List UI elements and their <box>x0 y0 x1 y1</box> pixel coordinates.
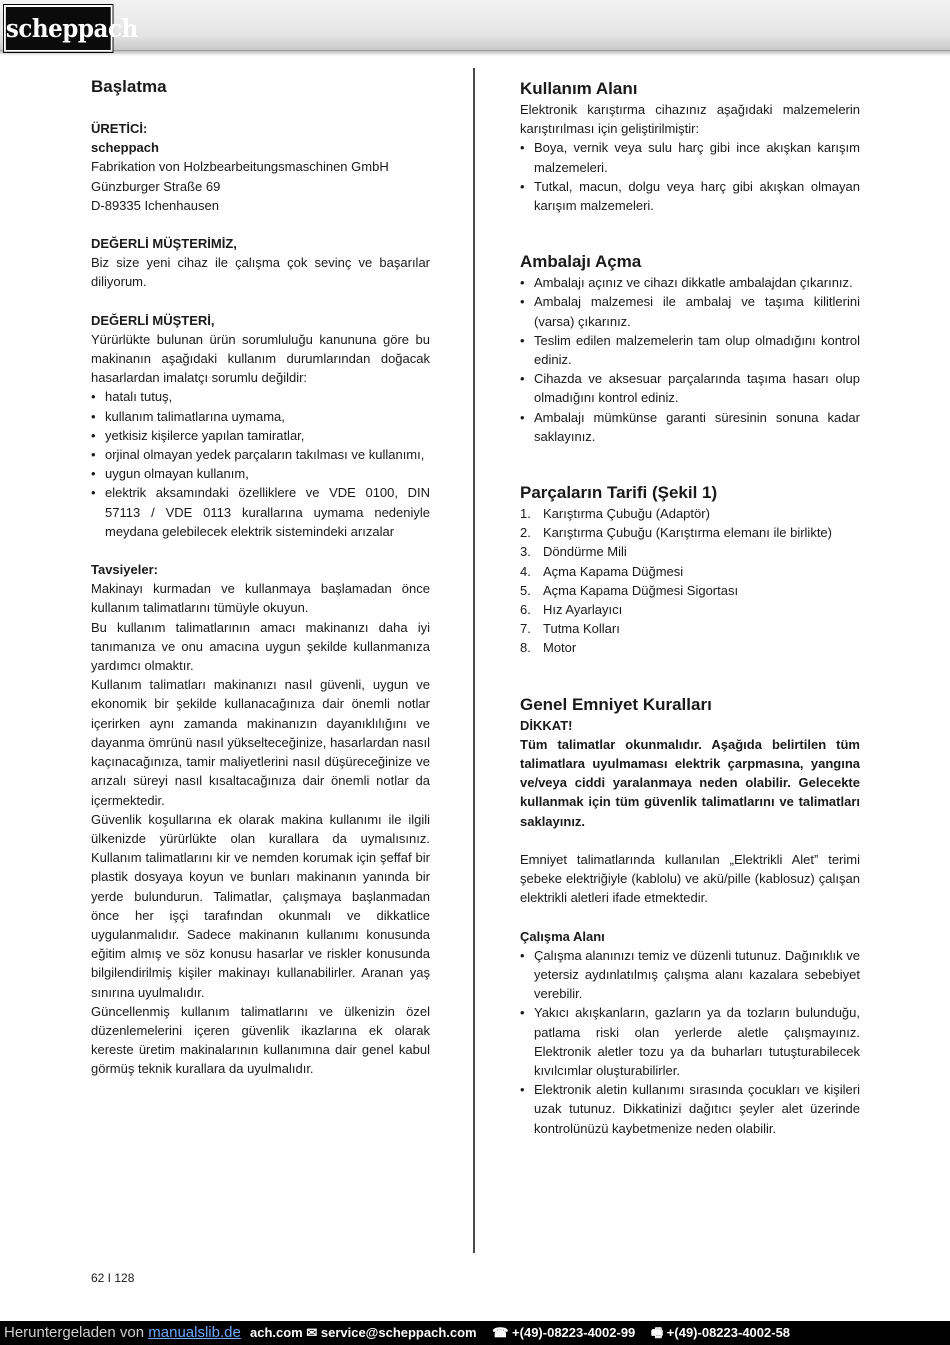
footer-downloaded: Heruntergeladen von manualslib.de <box>4 1324 241 1341</box>
work-area-heading: Çalışma Alanı <box>520 928 605 944</box>
list-item: • Boya, vernik veya sulu harç gibi ince akışkan karışım malzemeleri. <box>520 138 860 176</box>
usage-intro: Elektronik karıştırma cihazınız aşağıdaki malzemelerin karıştırılması için geliştirilmiştir: <box>520 102 860 137</box>
advice-paragraph: Kullanım talimatları makinanızı nasıl güvenli, uygun ve ekonomik bir şekilde kullanacağınıza dair önemli notlar içerirken aynı zamanda makinanızın dayanıklılığını ve dayanma ömrünü nasıl yükselteceğinize, hasarlardan nasıl kaçınacağınıza, tamir maliyetlerini nasıl düşüreceğinize ve arızalı süreyi nasıl kısaltacağınıza dair önemli notlar da içermektedir. <box>91 677 430 808</box>
manualslib-link[interactable]: manualslib.de <box>148 1324 241 1341</box>
list-item: • Ambalajı mümkünse garanti süresinin sonuna kadar saklayınız. <box>520 408 860 446</box>
section-title-unpack: Ambalajı Açma <box>520 252 642 272</box>
parts-item: 8. Motor <box>520 640 577 656</box>
column-divider <box>473 68 475 1253</box>
list-item: • Tutkal, macun, dolgu veya harç gibi akışkan olmayan karışım malzemeleri. <box>520 177 860 215</box>
list-item: • Teslim edilen malzemelerin tam olup olmadığını kontrol ediniz. <box>520 331 860 369</box>
safety-text: Emniyet talimatlarında kullanılan „Elektrikli Alet” terimi şebeke elektriğiyle (kablolu) ve akü/pille (kablosuz) çalışan elektrikli aletleri ifade etmektedir. <box>520 851 860 906</box>
customers-text: Biz size yeni cihaz ile çalışma çok sevinç ve başarılar diliyorum. <box>91 255 430 290</box>
parts-item: 2. Karıştırma Çubuğu (Karıştırma elemanı ile birlikte) <box>520 525 832 541</box>
advice-paragraph: Güvenlik koşullarına ek olarak makina kullanımı ile ilgili ülkenizde yürürlükte olan kurallara da uymalısınız. Kullanım talimatlarını kir ve nemden korumak için şeffaf bir plastik dosyaya koyun ve bunları makinanın yanında bir yerde bulundurun. Talimatlar, çalışmaya başlanmadan önce her işçi tarafından okunmalı ve dikkatlice uygulanmalıdır. Sadece makinanın kullanımı konusunda eğitim almış ve söz konusu hasarlar ve riskler konusunda bilgilendirilmiş kişiler makinayı kullanabilirler. Aranan yaş sınırına uyulmalıdır. <box>91 811 430 1000</box>
safety-warning: Tüm talimatlar okunmalıdır. Aşağıda belirtilen tüm talimatlara uyulmaması elektrik çarpmasına, yangına ve/veya ciddi yaralanmaya neden olabilir. Gelecekte kullanmak için tüm güvenlik talimatlarını ve talimatları saklayınız. <box>520 736 860 829</box>
manufacturer-company: Fabrikation von Holzbearbeitungsmaschinen GmbH <box>91 159 389 175</box>
usage-list <box>520 138 860 215</box>
right-column <box>520 78 860 1138</box>
list-item: • Elektronik aletin kullanımı sırasında çocukları ve kişileri uzak tutunuz. Dikkatinizi dağıtıcı şeyler alet üzerinde kontrolünüzü kaybetmenize neden olabilir. <box>520 1080 860 1138</box>
list-item: • elektrik aksamındaki özelliklere ve VDE 0100, DIN 57113 / VDE 0113 kurallarına uymama nedeniyle meydana gelebilecek elektrik sistemindeki arızalar <box>91 483 430 541</box>
list-item: • hatalı tutuş, <box>91 387 430 406</box>
manufacturer-label: ÜRETİCİ: <box>91 121 148 136</box>
advice-paragraph: Makinayı kurmadan ve kullanmaya başlamadan önce kullanım talimatlarını tümüyle okuyun. <box>91 581 430 616</box>
manufacturer-street: Günzburger Straße 69 <box>91 178 221 194</box>
download-footer <box>0 1321 950 1345</box>
section-title-usage: Kullanım Alanı <box>520 79 638 98</box>
liability-text: Yürürlükte bulunan ürün sorumluluğu kanununa göre bu makinanın aşağıdaki kullanım durumlarından doğacak hasarlardan imalatçı sorumlu değildir: <box>91 331 430 386</box>
manufacturer-city: D-89335 Ichenhausen <box>91 197 219 213</box>
footer-email: ach.com ✉ service@scheppach.com <box>250 1325 477 1340</box>
page-number: 62 I 128 <box>91 1271 135 1285</box>
parts-item: 1. Karıştırma Çubuğu (Adaptör) <box>520 506 710 522</box>
footer-phone: ☎ +(49)-08223-4002-99 <box>492 1325 636 1340</box>
parts-item: 4. Açma Kapama Düğmesi <box>520 563 684 579</box>
footer-contact <box>250 1321 802 1345</box>
advice-paragraph: Bu kullanım talimatlarının amacı makinanızı daha iyi tanımanıza ve onu amacına uygun şekilde kullanmanıza yardımcı olmaktır. <box>91 619 430 674</box>
left-column <box>91 76 430 1079</box>
section-title-parts: Parçaların Tarifi (Şekil 1) <box>520 483 718 503</box>
customers-heading: DEĞERLİ MÜŞTERİMİZ, <box>91 236 237 252</box>
manufacturer-name: scheppach <box>91 140 159 156</box>
advice-heading: Tavsiyeler: <box>91 562 158 578</box>
list-item: • kullanım talimatlarına uymama, <box>91 407 430 426</box>
parts-list <box>520 504 860 658</box>
scheppach-logo: scheppach <box>4 5 113 52</box>
list-item: • Çalışma alanınızı temiz ve düzenli tutunuz. Dağınıklık ve yetersiz aydınlatılmış çalışma alanı kazalara sebebiyet verebilir. <box>520 946 860 1004</box>
parts-item: 3. Döndürme Mili <box>520 544 627 560</box>
footer-fax: 🖷 +(49)-08223-4002-58 <box>650 1325 791 1340</box>
liability-list <box>91 387 430 541</box>
list-item: • uygun olmayan kullanım, <box>91 464 430 483</box>
unpack-list <box>520 273 860 446</box>
list-item: • Ambalaj malzemesi ile ambalaj ve taşıma kilitlerini (varsa) çıkarınız. <box>520 292 860 330</box>
list-item: • Yakıcı akışkanların, gazların ya da tozların bulunduğu, patlama riski olan yerlerde aletle çalışmayınız. Elektronik aletler tozu ya da buharları tutuşturabilecek kıvılcımlar oluşturabilirler. <box>520 1003 860 1080</box>
customer-heading: DEĞERLİ MÜŞTERİ, <box>91 312 215 328</box>
header-shadow <box>0 51 950 56</box>
list-item: • yetkisiz kişilerce yapılan tamiratlar, <box>91 426 430 445</box>
list-item: • orjinal olmayan yedek parçaların takılması ve kullanımı, <box>91 445 430 464</box>
section-title-baslatma: Başlatma <box>91 77 167 96</box>
parts-item: 6. Hız Ayarlayıcı <box>520 602 623 618</box>
list-item: • Ambalajı açınız ve cihazı dikkatle ambalajdan çıkarınız. <box>520 273 860 292</box>
work-area-list <box>520 946 860 1138</box>
safety-caution: DİKKAT! <box>520 717 573 733</box>
advice-paragraph: Güncellenmiş kullanım talimatlarını ve ülkenizin özel düzenlemelerini içeren güvenlik ikazlarına ek olarak kereste üretim makinalarının kullanımına dair genel kabul görmüş teknik kurallara da uyulmalıdır. <box>91 1003 430 1077</box>
section-title-safety: Genel Emniyet Kuralları <box>520 694 712 714</box>
list-item: • Cihazda ve aksesuar parçalarında taşıma hasarı olup olmadığını kontrol ediniz. <box>520 369 860 407</box>
parts-item: 5. Açma Kapama Düğmesi Sigortası <box>520 582 739 598</box>
parts-item: 7. Tutma Kolları <box>520 621 620 637</box>
page-header <box>0 0 950 51</box>
